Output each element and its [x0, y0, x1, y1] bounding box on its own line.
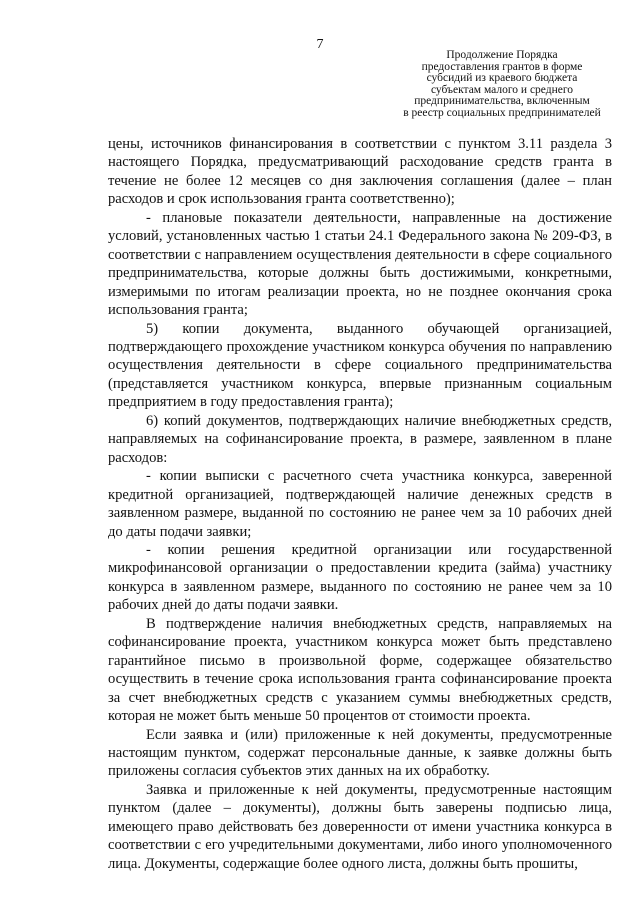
header-note-line: субсидий из краевого бюджета	[426, 72, 578, 85]
paragraph: - копии выписки с расчетного счета участника конкурса, заверенной кредитной организацией, подтверждающей наличие денежных средств в заявленном размере, выданной по состоянию не ранее чем за 10 рабочих дней до даты подачи заявки;	[108, 468, 612, 540]
document-body	[108, 135, 612, 873]
header-note	[398, 50, 606, 120]
paragraph: 5) копии документа, выданного обучающей организацией, подтверждающего прохождение участником конкурса обучения по направлению осуществления деятельности в сфере социального предпринимательства (представляется участником конкурса, впервые признанным социальным предприятием в году предоставления гранта);	[108, 320, 612, 411]
paragraph: 6) копий документов, подтверждающих наличие внебюджетных средств, направляемых на софинансирование проекта, в размере, заявленном в плане расходов:	[108, 412, 612, 466]
page-number: 7	[316, 37, 324, 52]
header-note-line: предпринимательства, включенным	[414, 95, 590, 108]
paragraph: Если заявка и (или) приложенные к ней документы, предусмотренные настоящим пунктом, содержат персональные данные, к заявке должны быть приложены согласия субъектов этих данных на их обработку.	[108, 726, 612, 780]
paragraph: цены, источников финансирования в соответствии с пунктом 3.11 раздела 3 настоящего Порядка, предусматривающий расходование средств гранта в течение не более 12 месяцев со дня заключения соглашения (далее – план расходов и срок использования гранта соответственно);	[108, 136, 612, 208]
paragraph: - плановые показатели деятельности, направленные на достижение условий, установленных частью 1 статьи 24.1 Федерального закона № 209-ФЗ, в соответствии с направлением осуществления деятельности в сфере социального предпринимательства, которые должны быть достижимыми, конкретными, измеримыми по итогам реализации проекта, но не позднее окончания срока использования гранта;	[108, 209, 612, 319]
paragraph: Заявка и приложенные к ней документы, предусмотренные настоящим пунктом (далее – документы), должны быть заверены подписью лица, имеющего право действовать без доверенности от имени участника конкурса в соответствии с его учредительными документами, либо иного уполномоченного лица. Документы, содержащие более одного листа, должны быть прошиты,	[108, 781, 612, 872]
header-note-line: Продолжение Порядка	[446, 49, 558, 61]
header-note-line: субъектам малого и среднего	[430, 83, 574, 96]
header-note-line: в реестр социальных предпринимателей	[403, 106, 601, 119]
paragraph: В подтверждение наличия внебюджетных средств, направляемых на софинансирование проекта, участником конкурса может быть представлено гарантийное письмо в произвольной форме, содержащее обязательство осуществить в течение срока использования гранта софинансирование проекта за счет внебюджетных средств с указанием суммы внебюджетных средств, которая не может быть меньше 50 процентов от стоимости проекта.	[108, 615, 612, 725]
header-note-line: предоставления грантов в форме	[421, 60, 583, 73]
paragraph: - копии решения кредитной организации или государственной микрофинансовой организации о предоставлении кредита (займа) участнику конкурса в заявленном размере, выданного по состоянию не ранее чем за 10 рабочих дней до даты подачи заявки.	[108, 541, 612, 614]
